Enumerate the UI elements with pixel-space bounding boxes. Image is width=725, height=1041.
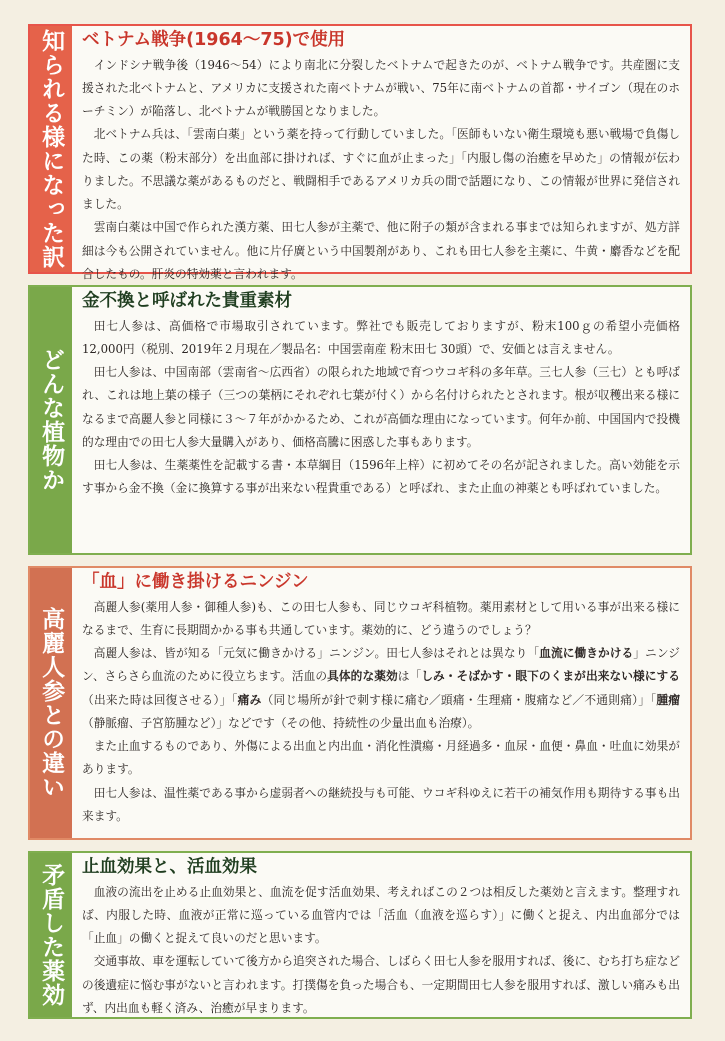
section-side-label: どんな植物か [38,348,65,492]
paragraph: 田七人参は、高価格で市場取引されています。弊社でも販売しておりますが、粉末100ｇの希望小売価格12,000円（税別、2019年２月現在／製品名：中国雲南産 粉末田七 30頭）で、安価とは言えません。 [82,318,680,357]
text-run: （同じ場所が針で刺す様に痛む／頭痛・生理痛・腹痛など／不通則痛）」「 [261,692,657,707]
section-heading: ベトナム戦争(1964〜75)で使用 [82,30,346,50]
highlight-blood-flow: 血流に働きかける [539,646,634,661]
section-content [72,287,690,553]
section-content [72,568,690,838]
section-side-tab [30,287,72,553]
section-side-label: 知られる様になった訳 [38,29,65,269]
text-run: （静脈瘤、子宮筋腫など）」などです（その他、持続性の少量出血も治療）。 [82,715,480,730]
section-heading: 止血効果と、活血効果 [82,857,257,877]
highlight-tumor: 腫瘤 [656,692,680,707]
paragraph: 高麗人参(薬用人参・御種人参)も、この田七人参も、同じウコギ科植物。薬用素材として用いる事が出来る様になるまで、生育に長期間かかる事も共通しています。薬効的に、どう違うのでしょう？ [82,599,680,638]
section-what-plant [28,285,692,555]
section-heading: 「血」に働き掛けるニンジン [82,572,309,592]
paragraph: 田七人参は、生薬薬性を記載する書・本草綱目（1596年上梓）に初めてその名が記されました。高い効能を示す事から金不換（金に換算する事が出来ない程貴重である）と呼ばれ、また止血の神薬とも呼ばれていました。 [82,458,680,496]
section-side-tab [30,26,72,272]
text-run: 高麗人参は、皆が知る「元気に働きかける」ニンジン。田七人参はそれとは異なり「 [93,646,540,661]
section-heading: 金不換と呼ばれた貴重素材 [82,291,292,311]
text-run: は「 [397,669,422,684]
paragraph-with-highlights [82,642,680,735]
section-content [72,26,690,281]
section-contradictory-effects [28,851,692,1019]
paragraph: 田七人参は、中国南部（雲南省〜広西省）の限られた地域で育つウコギ科の多年草。三七人参（三七）とも呼ばれ、これは地上葉の様子（三つの葉柄にそれぞれ七葉が付く）から名付けられたとされます。根が収穫出来る様になるまで高麗人参と同様に３〜７年がかかるため、これが高価な理由になっています。何年か前、中国国内で投機的な理由での田七人参大量購入があり、価格高騰に困惑した事もあります。 [82,365,680,449]
text-run: 」ニンジン、さらさら血流のために役立ちます。活血の [82,646,680,684]
section-side-tab [30,568,72,838]
text-run: （出来た時は回復させる）」「 [82,692,238,707]
section-difference-korean-ginseng [28,566,692,840]
paragraph: また止血するものであり、外傷による出血と内出血・消化性潰瘍・月経過多・血尿・血便・鼻血・吐血に効果があります。 [82,739,680,777]
highlight-spots: しみ・そばかす・眼下のくまが出来ない様にする [421,669,680,684]
paragraph: 雲南白薬は中国で作られた漢方薬、田七人参が主薬で、他に附子の類が含まれる事までは知られますが、処方詳細は今も公開されていません。他に片仔廣という中国製剤があり、これも田七人参を主薬に、牛黄・麝香などを配合したもの。肝炎の特効薬と言われます。 [82,220,680,281]
paragraph: 血液の流出を止める止血効果と、血流を促す活血効果、考えればこの２つは相反した薬効と言えます。整理すれば、内服した時、血液が正常に巡っている血管内では「活血（血液を巡らす）」に働くと捉え、内出血部分では「止血」の働くと捉えて良いのだと思います。 [82,884,680,946]
section-side-label: 矛盾した薬効 [38,863,65,1007]
paragraph: 田七人参は、温性薬である事から虚弱者への継続投与も可能、ウコギ科ゆえに若干の補気作用も期待する事も出来ます。 [82,785,680,823]
highlight-pain: 痛み [237,692,262,707]
section-side-label: 高麗人参との違い [38,607,65,799]
paragraph: 交通事故、車を運転していて後方から追突された場合、しばらく田七人参を服用すれば、後に、むち打ち症などの後遺症に悩む事がないと言われます。打撲傷を負った場合も、一定期間田七人参を服用すれば、激しい痛みも出ず、内出血も軽く済み、治癒が早まります。 [82,954,680,1015]
section-side-tab [30,853,72,1017]
highlight-specific-effects: 具体的な薬効 [327,669,398,684]
paragraph: 北ベトナム兵は、「雲南白薬」という薬を持って行動していました。「医師もいない衛生環境も悪い戦場で負傷した時、この薬（粉末部分）を出血部に掛ければ、すぐに血が止まった」「内服し傷の治癒を早めた」の情報が伝わりました。不思議な薬があるものだと、戦闘相手であるアメリカ兵の間で話題になり、この情報が世界に発信されました。 [82,127,680,212]
section-content [72,853,690,1017]
section-why-known [28,24,692,281]
paragraph: インドシナ戦争後（1946〜54）により南北に分裂したベトナムで起きたのが、ベトナム戦争です。共産圏に支援された北ベトナムと、アメリカに支援された南ベトナムが戦い、75年に南ベトナムの首都・サイゴン（現在のホーチミン）が陥落し、北ベトナムが戦勝国となりました。 [82,57,680,119]
